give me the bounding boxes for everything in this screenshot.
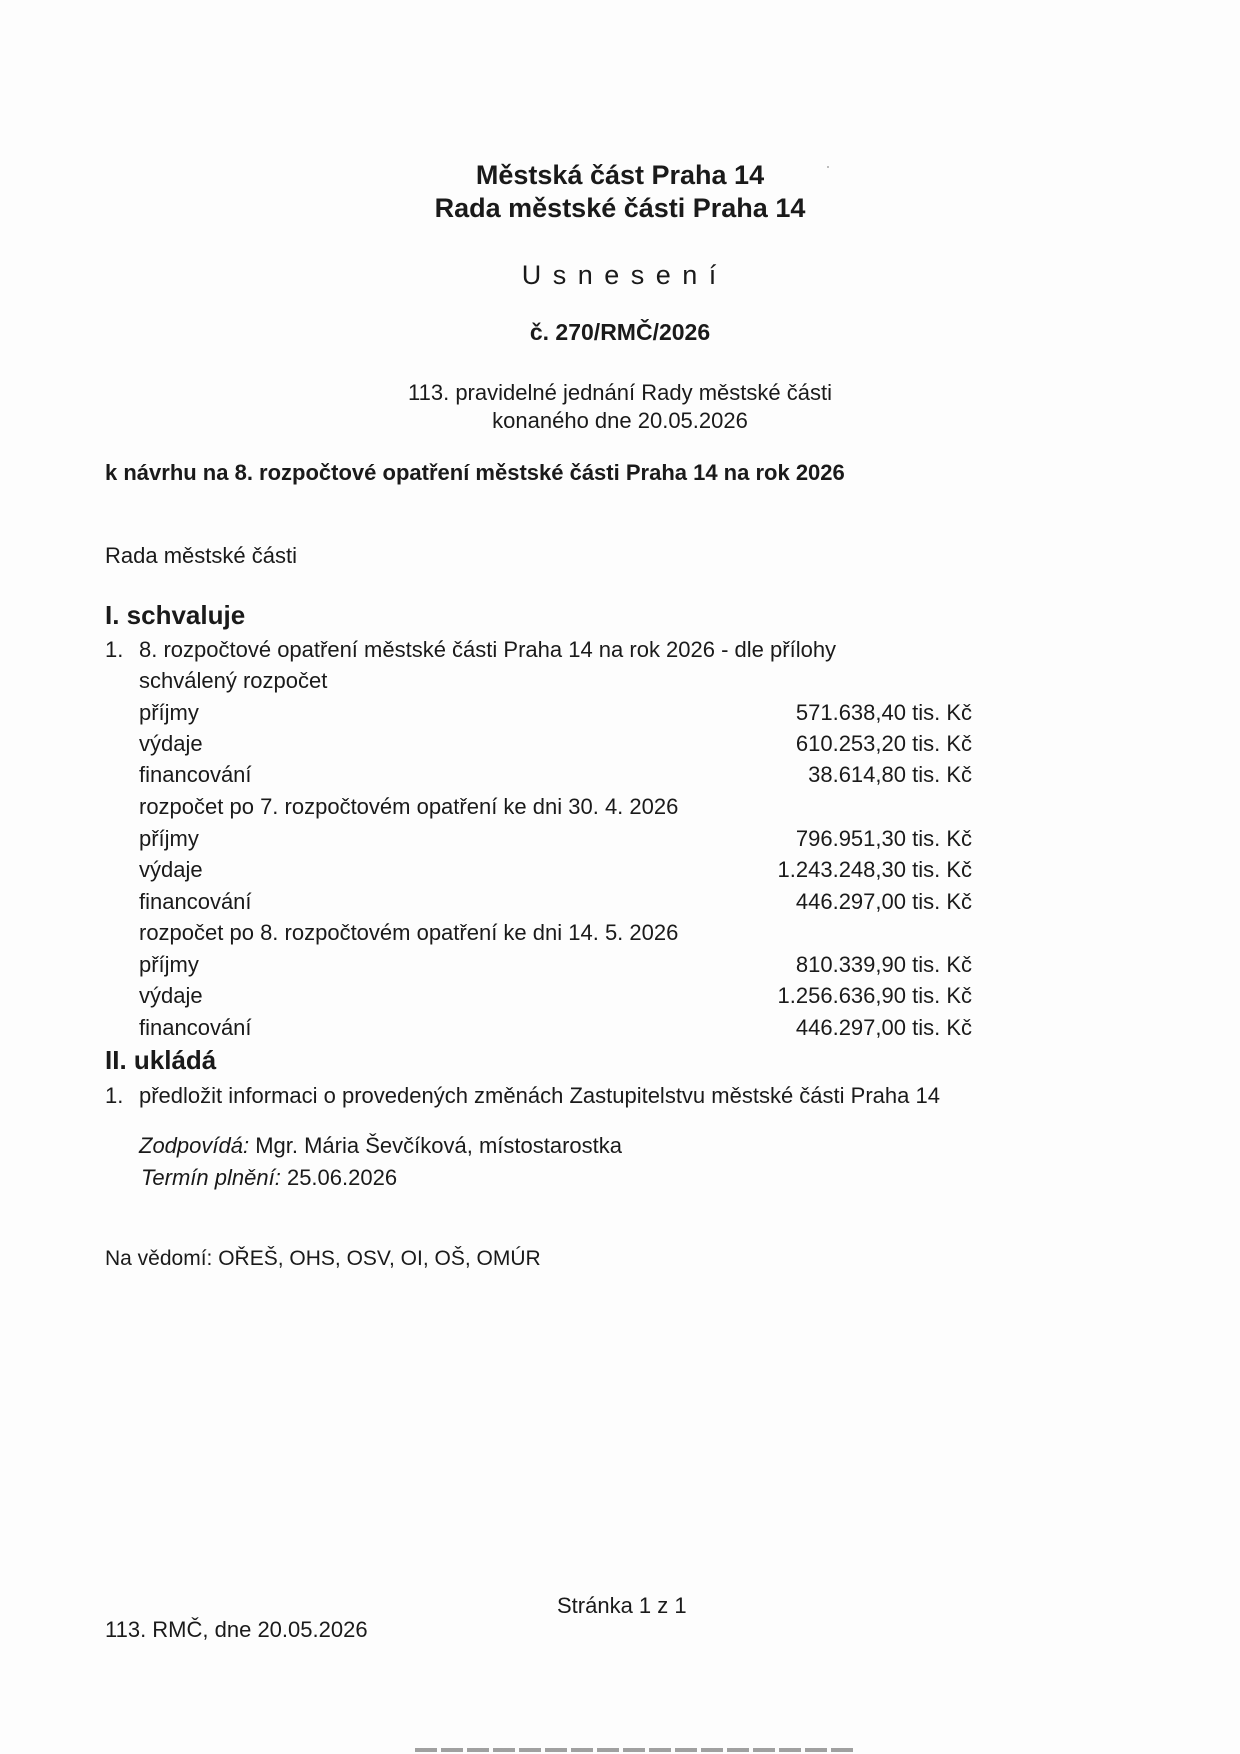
budget-row-value: 446.297,00 tis. Kč bbox=[795, 889, 972, 914]
budget-row-label: financování bbox=[139, 1015, 252, 1040]
scan-edge-artifact bbox=[415, 1748, 855, 1752]
deadline-line bbox=[141, 1165, 397, 1191]
budget-row-label: příjmy bbox=[139, 700, 199, 725]
approve-item-number: 1. bbox=[105, 637, 124, 662]
resolution-subject: k návrhu na 8. rozpočtové opatření městské části Praha 14 na rok 2026 bbox=[105, 460, 845, 485]
responsible-label: Zodpovídá: bbox=[139, 1133, 250, 1158]
distribution-list: Na vědomí: OŘEŠ, OHS, OSV, OI, OŠ, OMÚR bbox=[105, 1247, 541, 1270]
responsible-line bbox=[139, 1133, 622, 1159]
budget-row-label: financování bbox=[139, 889, 252, 914]
meeting-info-line1: 113. pravidelné jednání Rady městské části bbox=[408, 380, 832, 405]
budget-row-value: 810.339,90 tis. Kč bbox=[795, 952, 972, 977]
deadline-label: Termín plnění: bbox=[141, 1165, 281, 1190]
budget-row-label: příjmy bbox=[139, 826, 199, 851]
council-name: Rada městské části Praha 14 bbox=[434, 193, 806, 223]
scan-speck bbox=[827, 166, 829, 168]
budget-row-label: příjmy bbox=[139, 952, 199, 977]
order-item-text: předložit informaci o provedených změnách Zastupitelstvu městské části Praha 14 bbox=[139, 1083, 940, 1108]
document-type: U s n e s e n í bbox=[521, 260, 719, 290]
responsible-value: Mgr. Mária Ševčíková, místostarostka bbox=[255, 1133, 622, 1158]
budget-row-value: 796.951,30 tis. Kč bbox=[795, 826, 972, 851]
budget-block-title: schválený rozpočet bbox=[139, 668, 328, 693]
intro-text: Rada městské části bbox=[105, 543, 297, 568]
budget-row-value: 1.256.636,90 tis. Kč bbox=[777, 983, 972, 1008]
budget-row-value: 446.297,00 tis. Kč bbox=[795, 1015, 972, 1040]
budget-block-title: rozpočet po 7. rozpočtovém opatření ke dni 30. 4. 2026 bbox=[139, 794, 679, 819]
footer-meeting-date: 113. RMČ, dne 20.05.2026 bbox=[105, 1617, 368, 1642]
budget-row-value: 38.614,80 tis. Kč bbox=[808, 762, 972, 787]
section-orders-heading: II. ukládá bbox=[105, 1045, 217, 1075]
budget-row-label: výdaje bbox=[139, 983, 203, 1008]
order-item-number: 1. bbox=[105, 1083, 124, 1108]
resolution-number: č. 270/RMČ/2026 bbox=[529, 319, 711, 345]
page-number: Stránka 1 z 1 bbox=[557, 1593, 687, 1618]
budget-row-value: 571.638,40 tis. Kč bbox=[795, 700, 972, 725]
deadline-value: 25.06.2026 bbox=[286, 1165, 398, 1190]
approve-item-text: 8. rozpočtové opatření městské části Praha 14 na rok 2026 - dle přílohy bbox=[139, 637, 837, 662]
budget-row-label: výdaje bbox=[139, 731, 203, 756]
organization-name: Městská část Praha 14 bbox=[475, 160, 765, 190]
budget-row-value: 610.253,20 tis. Kč bbox=[795, 731, 972, 756]
budget-block-title: rozpočet po 8. rozpočtovém opatření ke dni 14. 5. 2026 bbox=[139, 920, 679, 945]
section-approves-heading: I. schvaluje bbox=[105, 600, 246, 630]
budget-row-value: 1.243.248,30 tis. Kč bbox=[777, 857, 972, 882]
meeting-info-line2: konaného dne 20.05.2026 bbox=[492, 408, 748, 433]
budget-row-label: financování bbox=[139, 762, 252, 787]
budget-row-label: výdaje bbox=[139, 857, 203, 882]
